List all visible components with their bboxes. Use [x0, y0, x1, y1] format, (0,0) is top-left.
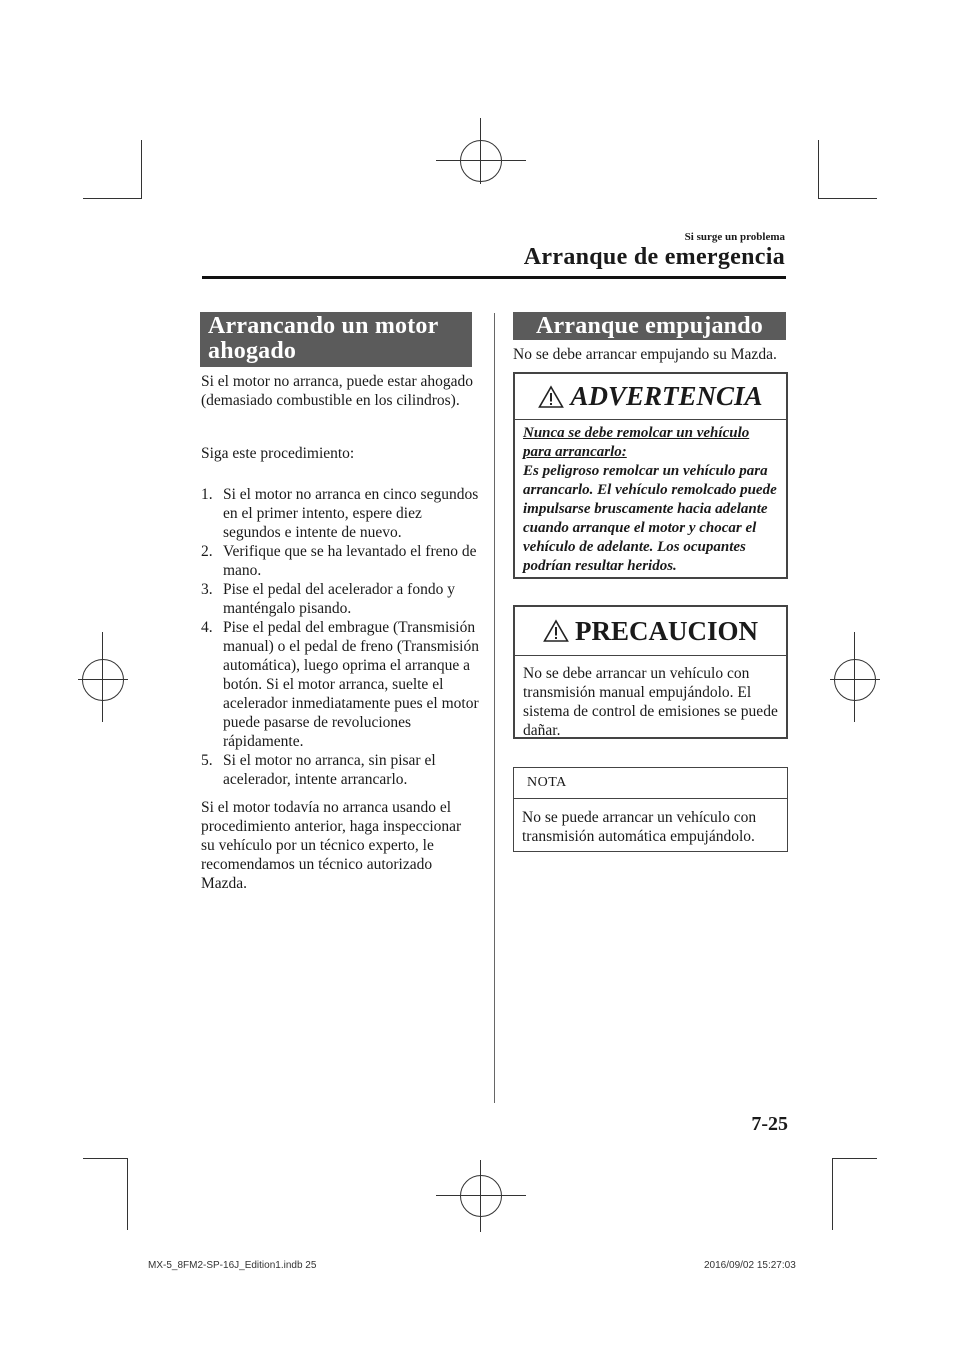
section-title: Arranque de emergencia	[523, 244, 785, 270]
crop-mark	[127, 1158, 128, 1230]
intro-paragraph: Si el motor no arranca, puede estar ahogado (demasiado combustible en los cilindros).	[201, 373, 474, 409]
footer-file: MX-5_8FM2-SP-16J_Edition1.indb 25	[148, 1260, 317, 1271]
page-number: 7-25	[751, 1113, 788, 1135]
registration-mark	[102, 632, 103, 722]
procedure-label: Siga este procedimiento:	[201, 445, 355, 462]
registration-mark	[460, 140, 502, 182]
crop-mark	[818, 140, 819, 199]
list-item: 4. Pise el pedal del embrague (Transmisión manual) o el pedal de freno (Transmisión automática), luego oprima el arranque a botón. Si el motor arranca, suelte el acelerador inmediatamente pues el motor puede pasarse de revoluciones rápidamente.	[201, 619, 479, 750]
warning-text-block	[523, 424, 780, 576]
list-item: 1. Si el motor no arranca en cinco segundos en el primer intento, espere diez segundos e intente de nuevo.	[201, 486, 479, 541]
caution-box	[513, 605, 788, 739]
list-item: 5. Si el motor no arranca, sin pisar el acelerador, intente arrancarlo.	[201, 752, 436, 788]
note-box	[513, 767, 788, 852]
registration-mark	[82, 659, 124, 701]
heading-push-start: Arranque empujando	[513, 312, 786, 340]
registration-mark	[834, 659, 876, 701]
registration-mark	[480, 118, 481, 184]
footer-timestamp: 2016/09/02 15:27:03	[704, 1260, 796, 1271]
caution-header	[515, 607, 786, 656]
registration-mark	[854, 632, 855, 722]
heading-flooded-engine: Arrancando un motor ahogado	[200, 312, 472, 367]
crop-mark	[818, 198, 877, 199]
registration-mark	[78, 679, 128, 680]
caution-label: PRECAUCION	[574, 615, 758, 646]
chapter-title: Si surge un problema	[684, 231, 785, 243]
crop-mark	[141, 140, 142, 199]
warning-box	[513, 372, 788, 579]
list-item: 3. Pise el pedal del acelerador a fondo y manténgalo pisando.	[201, 581, 455, 617]
crop-mark	[832, 1158, 833, 1230]
procedure-steps	[201, 485, 481, 789]
warning-triangle-icon	[543, 619, 569, 643]
caution-body: No se debe arrancar un vehículo con transmisión manual empujándolo. El sistema de control de emisiones se puede dañar.	[523, 665, 778, 739]
crop-mark	[83, 1158, 128, 1159]
registration-mark	[830, 679, 880, 680]
warning-header	[515, 374, 786, 420]
crop-mark	[83, 198, 142, 199]
warning-body: Es peligroso remolcar un vehículo para arrancarlo. El vehículo remolcado puede impulsarse bruscamente hacia adelante cuando arranque el motor y chocar el vehículo de adelante. Los ocupantes podrían resultar heridos.	[523, 463, 777, 574]
warning-label: ADVERTENCIA	[570, 381, 763, 411]
registration-mark	[480, 1160, 481, 1232]
warning-triangle-icon	[538, 385, 564, 409]
header-rule	[202, 276, 786, 279]
note-body: No se puede arrancar un vehículo con transmisión automática empujándolo.	[522, 809, 757, 845]
registration-mark	[460, 1175, 502, 1217]
registration-mark	[436, 1195, 526, 1196]
crop-mark	[832, 1158, 877, 1159]
registration-mark	[436, 160, 526, 161]
push-start-intro: No se debe arrancar empujando su Mazda.	[513, 346, 777, 363]
column-divider	[494, 313, 495, 1103]
closing-paragraph: Si el motor todavía no arranca usando el procedimiento anterior, haga inspeccionar su vehículo por un técnico experto, le recomendamos un técnico autorizado Mazda.	[201, 799, 462, 892]
warning-title: Nunca se debe remolcar un vehículo para arrancarlo:	[523, 425, 750, 460]
list-item: 2. Verifique que se ha levantado el freno de mano.	[201, 543, 477, 579]
note-label: NOTA	[514, 768, 787, 799]
